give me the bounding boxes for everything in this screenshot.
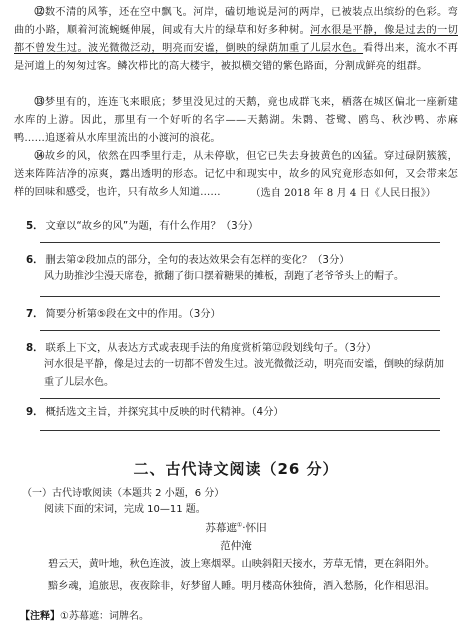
- question-text: 简要分析第⑤段在文中的作用。（3分）: [45, 308, 221, 320]
- answer-line[interactable]: [40, 296, 440, 297]
- poem-line: 黯乡魂，追旅思，夜夜除非，好梦留人睡。明月楼高休独倚，酒入愁肠，化作相思泪。: [48, 581, 436, 592]
- footnote-marker: ①: [236, 521, 243, 529]
- footnote-text: ①苏幕遮：词牌名。: [60, 611, 149, 622]
- poem-line: 碧云天，黄叶地，秋色连波，波上寒烟翠。山映斜阳天接水，芳草无情，更在斜阳外。: [48, 559, 436, 570]
- question-8: [26, 340, 446, 356]
- question-text: 联系上下文，从表达方式或表现手法的角度赏析第⑫段划线句子。（3分）: [45, 342, 377, 354]
- paragraph-number: ⑫: [34, 7, 45, 18]
- footnote: [20, 607, 149, 622]
- question-number: 9．: [26, 406, 44, 418]
- question-text: 删去第②段加点的部分，全句的表达效果会有怎样的变化？（3分）: [45, 254, 350, 266]
- paragraph-13: [14, 94, 458, 148]
- question-text: 概括选文主旨，并探究其中反映的时代精神。（4分）: [45, 406, 284, 418]
- paragraph-12: [14, 4, 458, 76]
- quoted-sentence: 风力助推沙尘漫天席卷，掀翻了街口摆着糖果的摊板，刮跑了老爷爷头上的帽子。: [44, 271, 404, 282]
- instruction-text: 阅读下面的宋词，完成 10—11 题。: [44, 504, 206, 515]
- paragraph-text: 看得出来，流水不再是河道上的匆匆过客。鳞次栉比的高大楼宇，被拟横交错的紫色路面，分割成鲜亮的组群。: [14, 43, 458, 72]
- question-6: [26, 252, 446, 268]
- footnote-label: 【注释】: [20, 611, 60, 622]
- poem-title-text: 苏幕遮: [205, 522, 237, 534]
- source-citation: （选自 2018 年 8 月 4 日《人民日报》）: [250, 188, 436, 199]
- question-text: 文章以“故乡的风”为题，有什么作用？（3分）: [45, 220, 259, 232]
- poem-subtitle: ·怀旧: [242, 522, 267, 534]
- poem-author: 范仲淹: [220, 540, 252, 552]
- paragraph-text: 数不清的风筝，还在空中飘飞。河岸，磕切地说是河的两岸，已被装点出缤纷的色彩。弯曲的小路，顺着河流蜿蜒伸展，间或有大片的绿草和好多种树。: [14, 7, 458, 36]
- paragraph-text: 故乡的风，依然在四季里行走，从未停歇，但它已失去身披黄色的凶猛。穿过碌阴簇簇，送来阵阵洁净的凉爽，露出透明的形态。记忆中和现实中，故乡的风究竟形态如何，又会带来怎样的回味和感受，也许，只有故乡人知道……: [14, 151, 458, 198]
- answer-line[interactable]: [40, 242, 440, 243]
- question-9: [26, 404, 446, 420]
- answer-line[interactable]: [40, 398, 440, 399]
- question-7: [26, 306, 446, 322]
- quoted-sentence: 河水很是平静，像是过去的一切都不曾发生过。波光微微泛动，明亮而安谧，倒映的绿荫加重了儿层水色。: [44, 359, 444, 388]
- answer-line[interactable]: [40, 430, 440, 431]
- question-5: [26, 218, 446, 234]
- subsection-heading: （一）古代诗歌阅读（本题共 2 小题，6 分）: [22, 488, 225, 499]
- section-title: 二、古代诗文阅读（26 分）: [133, 460, 339, 478]
- paragraph-number: ⑭: [34, 151, 45, 162]
- underlined-sentence: 河水很是平静，像是过去的一切都不曾发生过。波光微微泛动，明亮而安谧，倒映的绿荫加重了儿层水色。: [14, 25, 458, 54]
- question-number: 7．: [26, 308, 44, 320]
- question-number: 8．: [26, 342, 44, 354]
- question-number: 6．: [26, 254, 44, 266]
- question-number: 5．: [26, 220, 44, 232]
- paragraph-text: 梦里有的，连连飞来眼底；梦里没见过的天鹅，竟也成群飞来，栖落在城区偏北一座新建水库的上游。因此，那里有一个好听的名字——天鹅湖。朱鹮、苍鹭、鸥鸟、秋沙鸭、赤麻鸭……追逐着从水库里流出的小渡河的浪花。: [14, 97, 458, 144]
- poem-title: [0, 520, 472, 535]
- paragraph-number: ⑬: [34, 97, 45, 108]
- answer-line[interactable]: [40, 330, 440, 331]
